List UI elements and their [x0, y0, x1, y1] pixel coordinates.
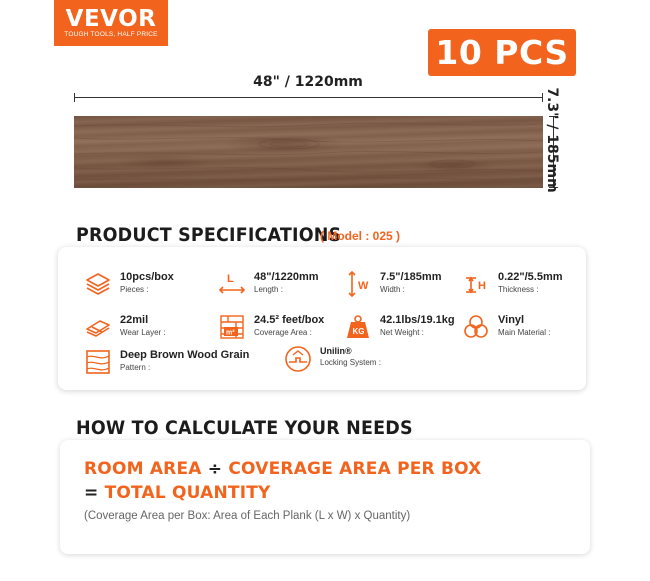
spec-label: Wear Layer : — [120, 328, 166, 337]
width-icon — [344, 270, 372, 298]
wear-layer-icon — [84, 313, 112, 341]
spec-value: 0.22"/5.5mm — [498, 271, 563, 283]
svg-text:H: H — [478, 280, 486, 292]
coverage-icon — [218, 313, 246, 341]
spec-label: Net Weight : — [380, 328, 424, 337]
length-dimension-line — [74, 97, 543, 98]
formula-line-2 — [84, 483, 271, 503]
material-icon — [462, 313, 490, 341]
spec-value: Vinyl — [498, 314, 525, 326]
spec-label: Length : — [254, 285, 283, 294]
spec-value: 10pcs/box — [120, 271, 174, 283]
room-area-text: ROOM AREA — [84, 459, 202, 479]
spec-value: 24.5² feet/box — [254, 314, 325, 326]
calc-section-title: HOW TO CALCULATE YOUR NEEDS — [76, 417, 413, 439]
equals-operator: = — [84, 483, 99, 503]
divide-operator: ÷ — [207, 459, 223, 479]
stack-icon — [84, 270, 112, 298]
spec-value: 7.5"/185mm — [380, 271, 442, 283]
spec-label: Coverage Area : — [254, 328, 312, 337]
width-dimension-label: 7.3" / 185mm — [544, 87, 560, 193]
spec-value: 22mil — [120, 314, 149, 326]
spec-value: Deep Brown Wood Grain — [120, 349, 250, 361]
spec-value: Unilin® — [320, 346, 352, 356]
logo-brand: VEVOR — [65, 6, 157, 32]
spec-label: Thickness : — [498, 285, 539, 294]
pattern-icon — [84, 348, 112, 376]
spec-label: Width : — [380, 285, 405, 294]
spec-value: 42.1lbs/19.1kg — [380, 314, 455, 326]
length-dimension-tick-left — [74, 93, 75, 102]
quantity-badge: 10 PCS — [428, 29, 576, 76]
svg-text:m²: m² — [226, 329, 235, 337]
logo-tagline: TOUGH TOOLS, HALF PRICE — [64, 31, 158, 38]
calc-note: (Coverage Area per Box: Area of Each Plank (L x W) x Quantity) — [84, 510, 411, 522]
coverage-per-box-text: COVERAGE AREA PER BOX — [228, 459, 482, 479]
spec-label: Pieces : — [120, 285, 149, 294]
spec-label: Pattern : — [120, 363, 151, 372]
formula-line-1 — [84, 459, 481, 479]
wood-plank-image — [74, 116, 543, 188]
spec-label: Locking System : — [320, 358, 381, 367]
svg-text:W: W — [358, 280, 369, 292]
spec-label: Main Material : — [498, 328, 551, 337]
locking-icon — [284, 345, 312, 373]
vevor-logo[interactable] — [54, 0, 168, 46]
svg-text:KG: KG — [352, 327, 365, 336]
thickness-icon — [462, 270, 490, 298]
spec-value: 48"/1220mm — [254, 271, 319, 283]
length-dimension-label: 48" / 1220mm — [253, 74, 363, 90]
length-dimension-tick-right — [542, 93, 543, 102]
total-quantity-text: TOTAL QUANTITY — [104, 483, 271, 503]
length-icon — [218, 270, 246, 298]
spec-section-title: PRODUCT SPECIFICATIONS — [76, 224, 342, 246]
svg-text:L: L — [227, 273, 234, 285]
weight-icon — [344, 313, 372, 341]
model-number: ( Model : 025 ) — [320, 229, 401, 243]
